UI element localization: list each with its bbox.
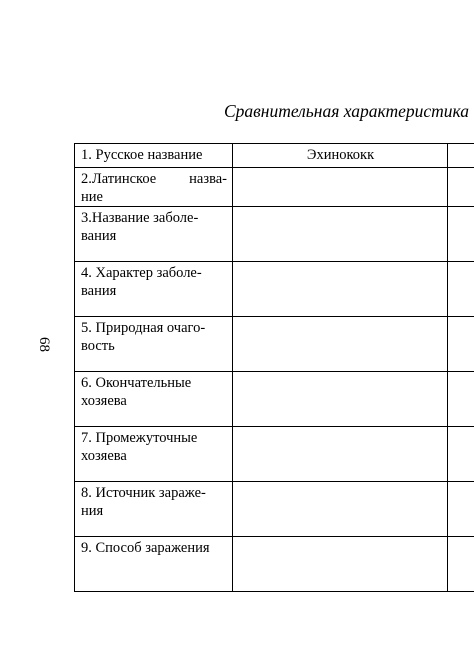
row-label-line: 6. Окончательные xyxy=(81,375,192,391)
comparison-table xyxy=(74,143,474,592)
table-cell xyxy=(448,262,474,317)
table-row xyxy=(75,207,474,262)
table-cell xyxy=(233,537,448,592)
row-label-line: хозяева xyxy=(81,448,127,464)
row-label xyxy=(75,317,233,372)
row-label-line: хозяева xyxy=(81,393,127,409)
row-label xyxy=(75,482,233,537)
row-label xyxy=(75,262,233,317)
row-label xyxy=(75,168,233,207)
row-label-word: 2.Латинское xyxy=(81,171,157,187)
table-row xyxy=(75,537,474,592)
row-label-line: ния xyxy=(81,503,104,519)
row-label xyxy=(75,427,233,482)
row-label-line xyxy=(81,170,227,188)
table-cell xyxy=(448,427,474,482)
row-label xyxy=(75,372,233,427)
table-row xyxy=(75,262,474,317)
table-cell xyxy=(233,207,448,262)
table-title: Сравнительная характеристика xyxy=(224,101,470,121)
table-cell xyxy=(448,207,474,262)
row-label-line: вания xyxy=(81,228,117,244)
table-cell xyxy=(233,262,448,317)
table-cell xyxy=(233,427,448,482)
table-row xyxy=(75,427,474,482)
row-label-line: ние xyxy=(81,189,103,205)
row-label-line: 5. Природная очаго- xyxy=(81,320,206,336)
table-cell xyxy=(448,482,474,537)
table-cell xyxy=(448,537,474,592)
table-cell xyxy=(448,317,474,372)
table-cell xyxy=(233,317,448,372)
row-label-line: 7. Промежуточные xyxy=(81,430,198,446)
table-cell-echinococcus: Эхинококк xyxy=(233,144,448,168)
table-row xyxy=(75,144,474,168)
row-label xyxy=(75,207,233,262)
row-label-line: вания xyxy=(81,283,117,299)
row-label-word: назва- xyxy=(189,171,227,187)
table-cell xyxy=(448,144,474,168)
table-cell xyxy=(233,482,448,537)
table-cell xyxy=(448,372,474,427)
table-cell xyxy=(233,372,448,427)
table-row xyxy=(75,317,474,372)
table-row xyxy=(75,372,474,427)
row-label-line: вость xyxy=(81,338,115,354)
table-row xyxy=(75,168,474,207)
row-label: 1. Русское название xyxy=(75,144,233,168)
table-cell xyxy=(448,168,474,207)
row-label-line: 3.Название заболе- xyxy=(81,210,199,226)
page-number: 68 xyxy=(36,337,52,352)
table-row xyxy=(75,482,474,537)
row-label-line: 8. Источник зараже- xyxy=(81,485,206,501)
table-cell xyxy=(233,168,448,207)
row-label-line: 4. Характер заболе- xyxy=(81,265,202,281)
row-label: 9. Способ заражения xyxy=(75,537,233,592)
